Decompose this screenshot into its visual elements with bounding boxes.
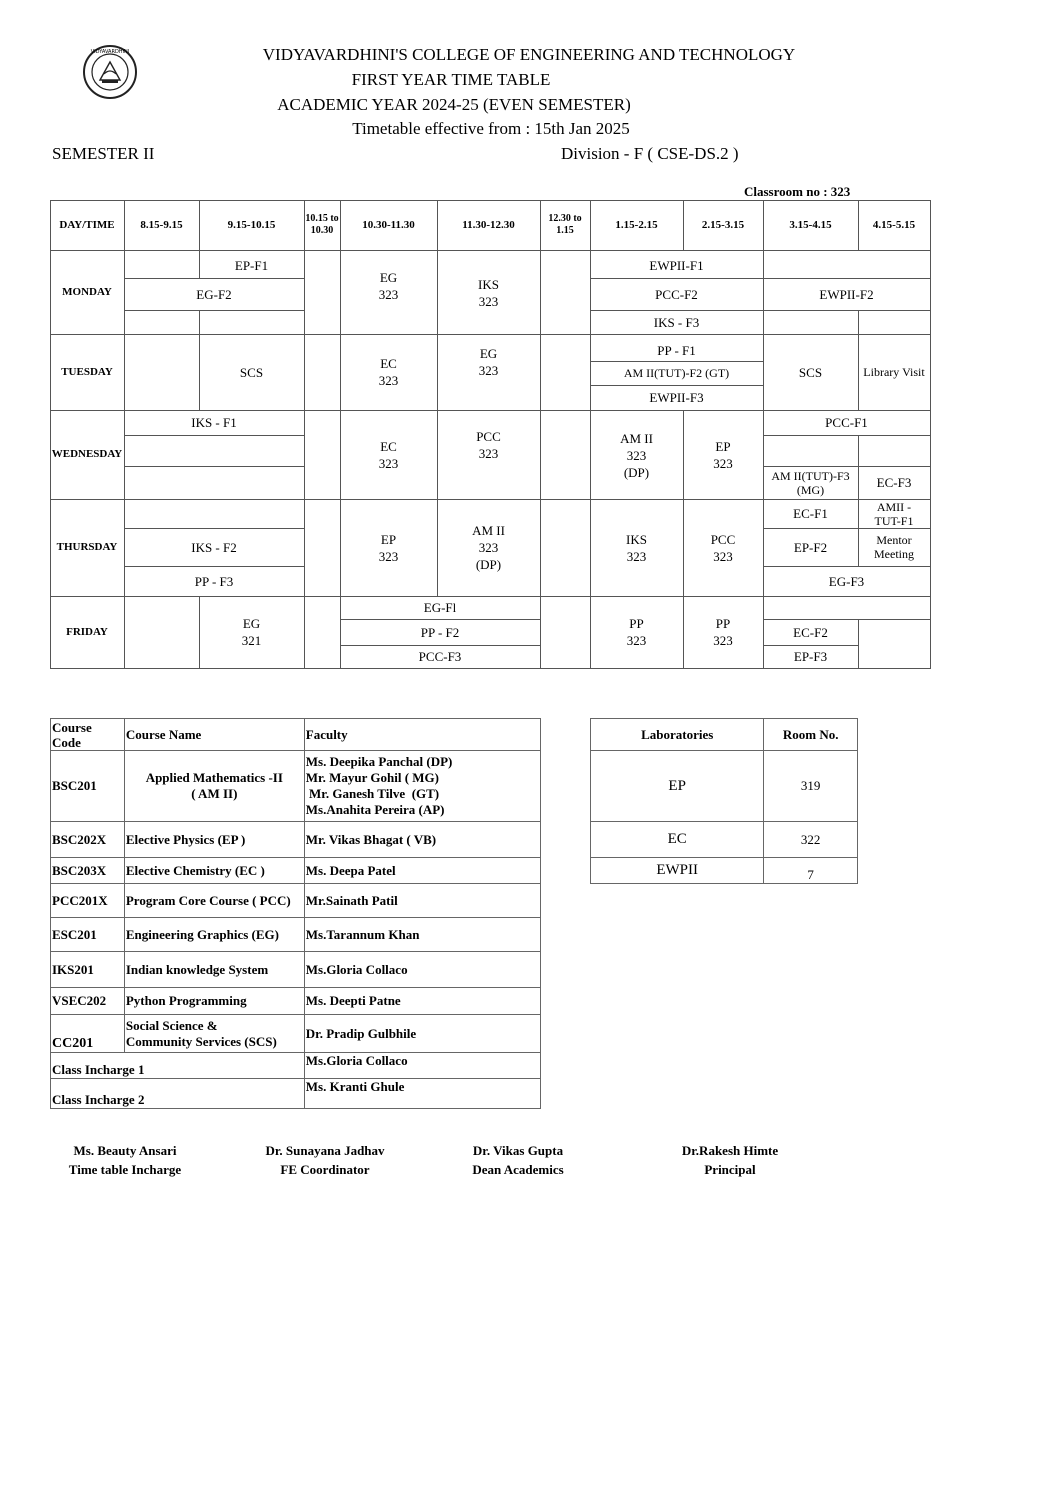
slot-cell: EG-Fl (423, 600, 457, 615)
college-name: VIDYAVARDHINI'S COLLEGE OF ENGINEERING AND TECHNOLOGY (262, 45, 796, 64)
slot-cell: EWPII-F3 (649, 390, 704, 405)
slot-cell: SCS (239, 364, 264, 380)
grid-line (124, 200, 125, 251)
grid-line (763, 435, 931, 436)
slot-cell: AM II(TUT)-F2 (GT) (623, 366, 730, 380)
slot-cell: EG 321 (241, 616, 262, 648)
grid-line (763, 466, 931, 467)
grid-line (437, 499, 438, 597)
time-slot-header: 11.30-12.30 (462, 218, 515, 231)
faculty-name: Mr.Sainath Patil (304, 884, 540, 918)
signature-fe-coordinator (245, 1141, 405, 1179)
timetable-title: FIRST YEAR TIME TABLE (351, 70, 551, 89)
lab-room: 7 (764, 858, 858, 884)
slot-cell: EC 323 (378, 356, 399, 388)
table-row (51, 1015, 541, 1053)
faculty-name: Ms.Gloria Collaco (304, 952, 540, 988)
slot-cell: EC-F3 (876, 475, 912, 490)
grid-line (199, 596, 200, 669)
grid-line (763, 528, 931, 529)
grid-line (763, 566, 931, 567)
slot-cell: EP-F3 (793, 649, 828, 664)
grid-line (50, 200, 931, 201)
time-slot-header: 2.15-3.15 (701, 218, 745, 231)
grid-line (50, 250, 931, 251)
course-name: Social Science & Community Services (SCS) (124, 1015, 304, 1053)
slot-cell: PP - F3 (194, 573, 234, 589)
grid-line (763, 619, 931, 620)
day-label-wednesday: WEDNESDAY (51, 448, 123, 460)
signatory-name: Dr. Vikas Gupta (472, 1143, 564, 1158)
semester-label: SEMESTER II (52, 144, 155, 163)
grid-line (858, 435, 859, 500)
faculty-name: Dr. Pradip Gulbhile (304, 1015, 540, 1053)
time-slot-header: 3.15-4.15 (789, 218, 832, 231)
slot-cell: IKS - F1 (191, 415, 237, 430)
slot-cell: PCC 323 (710, 531, 736, 564)
academic-year: ACADEMIC YEAR 2024-25 (EVEN SEMESTER) (277, 95, 631, 114)
day-label-tuesday: TUESDAY (61, 365, 113, 378)
laboratories-header: Laboratories (591, 719, 764, 751)
grid-line (50, 596, 931, 597)
slot-cell: EWPII-F1 (649, 257, 704, 273)
signatory-name: Ms. Beauty Ansari (73, 1143, 177, 1158)
timetable-grid (0, 0, 1058, 700)
grid-line (50, 410, 931, 411)
grid-line (199, 334, 200, 411)
faculty-name: Ms.Tarannum Khan (304, 918, 540, 952)
slot-cell: PP 323 (626, 616, 647, 648)
class-incharge-label: Class Incharge 1 (51, 1053, 305, 1079)
table-row (51, 822, 541, 858)
signatory-name: Dr. Sunayana Jadhav (265, 1143, 385, 1158)
grid-line (763, 499, 764, 597)
signature-timetable-incharge (45, 1141, 205, 1179)
faculty-name: Ms. Kranti Ghule (304, 1079, 540, 1109)
course-table (50, 718, 541, 1109)
course-code: PCC201X (51, 884, 125, 918)
grid-line (763, 334, 764, 411)
table-row (591, 751, 858, 822)
grid-line (683, 499, 684, 597)
grid-line (437, 334, 438, 411)
grid-line (50, 334, 931, 335)
faculty-name: Ms. Deepika Panchal (DP) Mr. Mayur Gohil ( MG) Mr. Ganesh Tilve (GT) Ms.Anahita Pereira (AP) (304, 751, 540, 822)
course-code: BSC201 (51, 751, 125, 822)
effective-date: Timetable effective from : 15th Jan 2025 (352, 119, 630, 138)
grid-line (683, 596, 684, 669)
grid-line (304, 200, 305, 251)
course-code: CC201 (51, 1015, 125, 1053)
grid-line (124, 528, 305, 529)
grid-line (763, 410, 764, 500)
slot-cell: IKS 323 (626, 531, 647, 564)
grid-line (199, 200, 200, 251)
course-code-header: Course Code (51, 719, 125, 751)
grid-line (858, 200, 859, 251)
signatory-role: Time table Incharge (68, 1162, 182, 1177)
grid-line (858, 310, 859, 335)
course-name: Elective Physics (EP ) (124, 822, 304, 858)
time-slot-header: 1.15-2.15 (615, 218, 658, 231)
lab-name: EP (591, 751, 764, 822)
table-row (51, 952, 541, 988)
grid-line (540, 250, 541, 669)
table-row (51, 751, 541, 822)
table-row (51, 918, 541, 952)
faculty-name: Ms. Deepa Patel (304, 858, 540, 884)
signatory-role: Principal (704, 1162, 756, 1177)
lab-table (590, 718, 858, 884)
time-slot-header: 9.15-10.15 (227, 218, 276, 231)
grid-line (683, 410, 684, 500)
time-slot-header: 8.15-9.15 (140, 218, 183, 231)
grid-line (590, 250, 591, 669)
table-row (51, 1079, 541, 1109)
svg-text:VIDYAVARDHINI: VIDYAVARDHINI (90, 49, 130, 55)
lab-name: EWPII (591, 858, 764, 884)
day-label-thursday: THURSDAY (56, 541, 118, 553)
grid-line (199, 250, 200, 279)
grid-line (590, 200, 591, 251)
table-row (51, 884, 541, 918)
slot-cell: EG 323 (378, 270, 399, 302)
slot-cell: EC-F1 (793, 506, 828, 521)
slot-cell: EC-F2 (793, 624, 828, 640)
slot-cell: EP-F1 (234, 257, 269, 273)
grid-line (763, 250, 764, 335)
faculty-name: Mr. Vikas Bhagat ( VB) (304, 822, 540, 858)
grid-line (763, 596, 764, 669)
slot-cell: EWPII-F2 (819, 286, 874, 302)
signatory-name: Dr.Rakesh Himte (681, 1143, 779, 1158)
slot-cell: PP - F2 (420, 624, 460, 640)
slot-cell: AM II(TUT)-F3 (MG) (771, 468, 850, 497)
grid-line (858, 619, 859, 669)
course-code: IKS201 (51, 952, 125, 988)
course-code: VSEC202 (51, 988, 125, 1015)
slot-cell: EG 323 (478, 346, 499, 378)
time-slot-header: 4.15-5.15 (872, 218, 916, 231)
grid-line (340, 200, 341, 251)
lab-room: 322 (764, 822, 858, 858)
course-name: Indian knowledge System (124, 952, 304, 988)
course-code: BSC203X (51, 858, 125, 884)
lunch-slot-header: 12.30 to 1.15 (548, 213, 582, 236)
grid-line (124, 310, 305, 311)
slot-cell: PCC-F1 (825, 415, 868, 430)
course-name: Elective Chemistry (EC ) (124, 858, 304, 884)
slot-cell: EP 323 (378, 531, 399, 564)
grid-line (199, 310, 200, 335)
course-name: Python Programming (124, 988, 304, 1015)
grid-line (683, 200, 684, 251)
grid-line (124, 466, 305, 467)
day-time-header: DAY/TIME (59, 218, 115, 231)
grid-line (124, 566, 305, 567)
slot-cell: AMII - TUT-F1 (874, 499, 914, 528)
table-row (591, 822, 858, 858)
room-header: Room No. (764, 719, 858, 751)
course-code: ESC201 (51, 918, 125, 952)
faculty-header: Faculty (304, 719, 540, 751)
grid-line (340, 645, 541, 646)
grid-line (858, 334, 859, 411)
slot-cell: PCC-F2 (655, 286, 698, 302)
grid-line (437, 410, 438, 500)
grid-line (124, 250, 125, 669)
slot-cell: IKS 323 (478, 277, 499, 309)
slot-cell: IKS - F2 (191, 539, 237, 555)
grid-line (50, 499, 931, 500)
course-name: Engineering Graphics (EG) (124, 918, 304, 952)
class-incharge-label: Class Incharge 2 (51, 1079, 305, 1109)
time-slot-header: 10.30-11.30 (362, 218, 415, 231)
grid-line (437, 250, 438, 335)
grid-line (763, 645, 859, 646)
slot-cell: SCS (798, 364, 823, 380)
grid-line (340, 619, 541, 620)
grid-line (590, 361, 764, 362)
slot-cell: IKS - F3 (653, 314, 700, 330)
slot-cell: AM II 323 (DP) (620, 430, 653, 480)
division-label: Division - F ( CSE-DS.2 ) (561, 144, 739, 163)
grid-line (540, 200, 541, 251)
grid-line (124, 435, 305, 436)
slot-cell: PCC 323 (476, 429, 501, 461)
signatory-role: Dean Academics (472, 1162, 564, 1177)
slot-cell: AM II 323 (DP) (472, 523, 505, 572)
day-label-friday: FRIDAY (66, 625, 108, 638)
signature-dean-academics (438, 1141, 598, 1179)
grid-line (50, 200, 51, 669)
grid-line (858, 499, 859, 567)
grid-line (50, 668, 931, 669)
table-row (591, 858, 858, 884)
slot-cell: EP 323 (713, 438, 733, 471)
signature-principal (650, 1141, 810, 1179)
lab-room: 319 (764, 751, 858, 822)
grid-line (437, 200, 438, 251)
course-name: Program Core Course ( PCC) (124, 884, 304, 918)
slot-cell: Library Visit (863, 365, 925, 379)
grid-line (590, 385, 764, 386)
signatory-role: FE Coordinator (280, 1162, 370, 1177)
break-slot-header: 10.15 to 10.30 (305, 213, 339, 236)
day-label-monday: MONDAY (62, 285, 112, 298)
slot-cell: EP-F2 (793, 539, 828, 555)
course-name: Applied Mathematics -II ( AM II) (124, 751, 304, 822)
course-name-header: Course Name (124, 719, 304, 751)
grid-line (304, 250, 305, 669)
table-row (51, 858, 541, 884)
grid-line (124, 278, 305, 279)
grid-line (590, 310, 931, 311)
table-row (51, 988, 541, 1015)
slot-cell: EG-F2 (196, 286, 232, 302)
faculty-name: Ms. Deepti Patne (304, 988, 540, 1015)
table-row (51, 1053, 541, 1079)
slot-cell: PP 323 (713, 616, 733, 648)
course-table-header (51, 719, 541, 751)
classroom-label: Classroom no : 323 (744, 184, 851, 199)
slot-cell: PP - F1 (657, 343, 696, 358)
slot-cell: EG-F3 (828, 573, 865, 589)
slot-cell: EC 323 (378, 438, 399, 471)
slot-cell: PCC-F3 (418, 649, 462, 664)
faculty-name: Ms.Gloria Collaco (304, 1053, 540, 1079)
lab-name: EC (591, 822, 764, 858)
grid-line (340, 250, 341, 669)
lab-table-header (591, 719, 858, 751)
grid-line (763, 200, 764, 251)
grid-line (590, 278, 931, 279)
slot-cell: Mentor Meeting (874, 533, 914, 561)
course-code: BSC202X (51, 822, 125, 858)
